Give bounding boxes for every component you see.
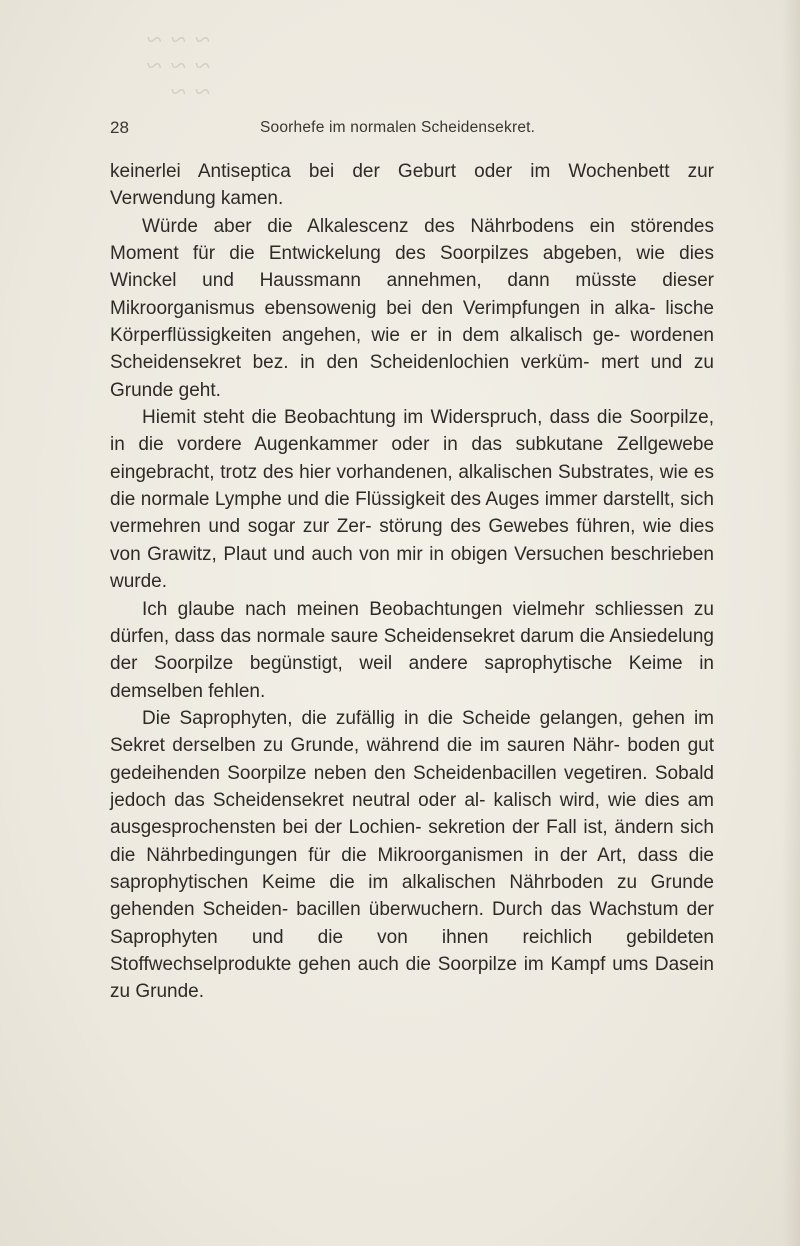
paragraph-4: Ich glaube nach meinen Beobachtungen vielmehr schliessen zu dürfen, dass das normale saure Scheidensekret darum die Ansiedelung der Soorpilze begünstigt, weil andere saprophytische Keime in demselben fehlen.	[110, 598, 714, 702]
paragraph-2: Würde aber die Alkalescenz des Nährbodens ein störendes Moment für die Entwickelung des Soorpilzes abgeben, wie dies Winckel und Haussmann annehmen, dann müsste dieser Mikroorganismus ebensowenig bei den Verimpfungen in alka- lische Körperflüssigkeiten angehen, wie er in dem alkalisch ge- wordenen Scheidensekret bez. in den Scheidenlochien verküm- mert und zu Grunde geht.	[110, 215, 714, 401]
page-header	[110, 118, 710, 142]
running-head: Soorhefe im normalen Scheidensekret.	[260, 119, 536, 136]
paragraph-1: keinerlei Antiseptica bei der Geburt oder im Wochenbett zur Verwendung kamen.	[110, 161, 714, 210]
show-through-bleed: ~ ~ ~ ~ ~ ~ ~ ~	[145, 28, 210, 108]
paragraph-3: Hiemit steht die Beobachtung im Widerspruch, dass die Soorpilze, in die vordere Augenkammer oder in das subkutane Zellgewebe eingebracht, trotz des hier vorhandenen, alkalischen Substrates, wie es die normale Lymphe und die Flüssigkeit des Auges immer darstellt, sich vermehren und sogar zur Zer- störung des Gewebes führen, wie dies von Grawitz, Plaut und auch von mir in obigen Versuchen beschrieben wurde.	[110, 407, 714, 593]
page-edge-shadow	[782, 0, 800, 1246]
paragraph-5: Die Saprophyten, die zufällig in die Scheide gelangen, gehen im Sekret derselben zu Grunde, während die im sauren Nähr- boden gut gedeihenden Soorpilze neben den Scheidenbacillen vegetiren. Sobald jedoch das Scheidensekret neutral oder al- kalisch wird, wie dies am ausgesprochensten bei der Lochien- sekretion der Fall ist, ändern sich die Nährbedingungen für die Mikroorganismen in der Art, dass die saprophytischen Keime die im alkalischen Nährboden zu Grunde gehenden Scheiden- bacillen überwuchern. Durch das Wachstum der Saprophyten und die von ihnen reichlich gebildeten Stoffwechselprodukte gehen auch die Soorpilze im Kampf ums Dasein zu Grunde.	[110, 707, 714, 1003]
page-number: 28	[110, 118, 129, 137]
body-text	[110, 158, 714, 1006]
